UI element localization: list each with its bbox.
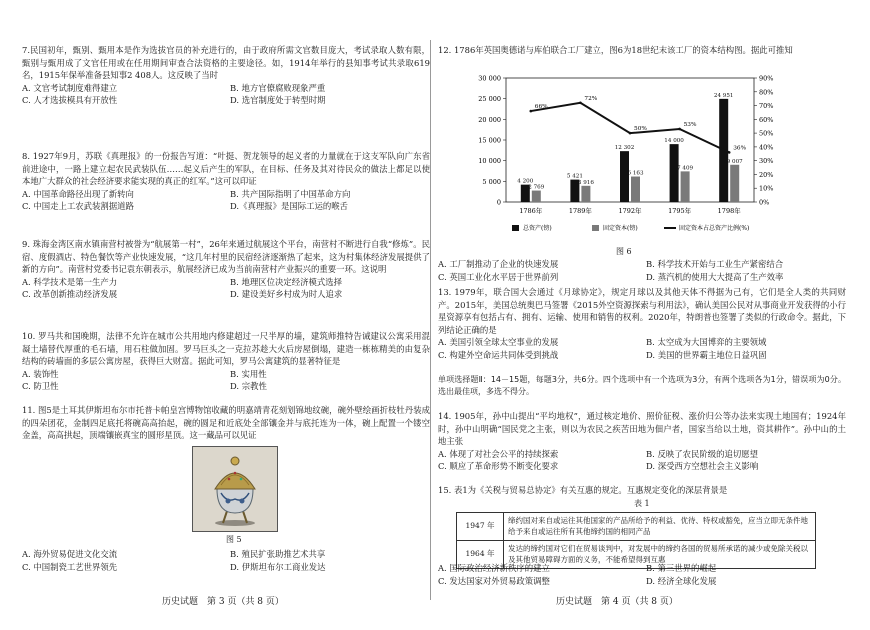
question-13 <box>438 286 846 362</box>
y-axis-tick-label: 30 000 <box>478 74 501 83</box>
option-11c[interactable]: C. 中国制瓷工艺世界领先 <box>22 561 118 572</box>
question-14 <box>438 410 846 473</box>
option-7c[interactable]: C. 人才选拔模具有开放性 <box>22 95 118 106</box>
option-12a[interactable]: A. 工厂制推动了企业的快速发展 <box>438 259 559 269</box>
option-12b[interactable]: B. 科学技术开始与工业生产紧密结合 <box>646 259 784 269</box>
bar-data-label: 24 951 <box>713 92 734 99</box>
question-8-options <box>22 188 430 213</box>
option-14c[interactable]: C. 顺应了革命形势不断变化要求 <box>438 461 559 472</box>
left-page <box>22 0 432 630</box>
figure-6-caption: 图 6 <box>616 247 632 256</box>
legend-swatch <box>592 225 599 231</box>
bar-data-label: 3 916 <box>577 179 594 186</box>
y2-axis-tick-label: 30% <box>759 157 774 166</box>
bar-data-label: 14 000 <box>664 138 684 145</box>
porcelain-bowl-image <box>193 447 277 531</box>
question-12-options-block <box>438 258 846 283</box>
y-axis-tick-label: 25 000 <box>478 95 501 104</box>
x-axis-tick-label: 1798年 <box>717 207 741 215</box>
option-11d[interactable]: D. 伊斯坦布尔工商业发达 <box>230 561 326 572</box>
question-12-stem: 12. 1786年英国奥德诺与库伯联合工厂建立，图6为18世纪末该工厂的资本结构图。据此可推知 <box>438 45 793 55</box>
table-1-title: 表 1 <box>634 499 650 508</box>
option-13a[interactable]: A. 美国引领全球太空事业的发展 <box>438 337 559 348</box>
question-10 <box>22 330 430 393</box>
option-13c[interactable]: C. 构建外空命运共同体受到挑战 <box>438 350 559 361</box>
ratio-point <box>530 110 533 113</box>
table-year-cell: 1964 年 <box>457 541 504 569</box>
x-axis-tick-label: 1786年 <box>519 207 543 215</box>
bar-data-label: 9 007 <box>726 158 743 165</box>
option-9c[interactable]: C. 改革创新推动经济发展 <box>22 289 118 300</box>
legend-label: 总资产(镑) <box>523 225 552 232</box>
y-axis-tick-label: 10 000 <box>478 157 501 166</box>
question-15-options-block <box>438 562 846 587</box>
option-7a[interactable]: A. 文官考试制度难得建立 <box>22 82 118 93</box>
option-10d[interactable]: D. 宗教性 <box>230 381 267 392</box>
page-divider <box>430 40 431 600</box>
option-15a[interactable]: A. 国际政治经济新秩序的建立 <box>438 563 550 573</box>
legend-swatch <box>512 225 519 231</box>
question-15-options <box>438 562 846 587</box>
option-14d[interactable]: D. 深受西方空想社会主义影响 <box>646 461 759 472</box>
option-8a[interactable]: A. 中国革命路径出现了新转向 <box>22 188 134 199</box>
ratio-data-label: 50% <box>634 126 647 133</box>
option-10c[interactable]: C. 防卫性 <box>22 381 59 392</box>
reciprocity-table <box>456 512 816 569</box>
option-12c[interactable]: C. 英国工业化水平居于世界前列 <box>438 271 559 282</box>
question-9-stem: 9. 珠海金湾区南水镇南营村被誉为“航展第一村”，26年来通过航展这个平台，南营村不断进行自我“修炼”。民宿、度假酒店、特色餐饮等产业快速发展，“这几年村里的民宿经济逐渐热了起来，这为村集体经济发展提供了新的方向”。南营村党委书记袁东朝表示，航展经济已成为当前南营村产业振兴的重要一环。这说明 <box>22 239 430 275</box>
question-11 <box>22 404 430 442</box>
question-14-stem: 14. 1905年，孙中山提出“平均地权”，通过核定地价、照价征税、涨价归公等办法来实现土地国有；1924年时，孙中山明确“国民党之主张，则以为农民之疾苦田地为佃户者，国家当给以土地，资其耕作”。孙中山的土地主张 <box>438 411 846 447</box>
question-13-options <box>438 336 846 361</box>
option-7b[interactable]: B. 地方官僚腐败现象严重 <box>230 82 326 93</box>
y2-axis-tick-label: 90% <box>759 74 774 83</box>
y2-axis-tick-label: 20% <box>759 170 774 179</box>
x-axis-tick-label: 1789年 <box>568 207 592 215</box>
y2-axis-tick-label: 40% <box>759 143 774 152</box>
page-3-footer: 历史试题 第 3 页（共 8 页） <box>162 597 284 607</box>
table-content-cell: 发达的缔约国对它们在贸易谈判中，对发展中的缔约各国的贸易所承诺的减少或免除关税以及其他贸易障碍方面的义务，不能希望得到互惠 <box>504 541 816 569</box>
question-8 <box>22 150 430 213</box>
ratio-data-label: 36% <box>733 145 747 152</box>
bar-fixed-capital <box>631 177 640 202</box>
question-13-stem: 13. 1979年，联合国大会通过《月球协定》，规定月球以及其他天体不得据为己有，它们是全人类的共同财产。2015年，美国总统奥巴马签署《2015外空资源探索与利用法》，确认美国公民对从事商业开发获得的小行星资源享有包括占有、拥有、运输、使用和销售的权利。2020年，特朗普也签署了类似的行政命令。据此，下列结论正确的是 <box>438 287 846 335</box>
bar-fixed-capital <box>581 186 590 202</box>
ratio-data-label: 53% <box>683 121 697 128</box>
question-11-options-block <box>22 548 430 573</box>
question-7-options <box>22 82 430 107</box>
option-8c[interactable]: C. 中国走上工农武装割据道路 <box>22 201 134 212</box>
figure-6-chart <box>468 70 788 242</box>
bar-fixed-capital <box>681 171 690 202</box>
question-10-stem: 10. 罗马共和国晚期，法律不允许在城市公共用地内修建超过一尺半厚的墙，建筑师推特告诫建议公寓采用混凝土墙替代厚重的毛石墙，用石柱做加固。罗马巨头之一克拉苏趁大火后房屋倒塌，建造一栋栋精美的由复杂结构的砖墙面的多层公寓房屋，获得巨大财富。据此可知，罗马公寓建筑的显著特征是 <box>22 331 430 367</box>
bar-data-label: 5 421 <box>566 173 583 180</box>
table-content-cell: 缔约国对来自或运往其他国家的产品所给予的利益、优待、特权或豁免，应当立即无条件地给予来自或运往所有其他缔约国的相同产品 <box>504 513 816 541</box>
option-14b[interactable]: B. 反映了农民阶级的追切愿望 <box>646 448 758 459</box>
option-9b[interactable]: B. 地理区位决定经济模式选择 <box>230 276 342 287</box>
x-axis-tick-label: 1795年 <box>668 207 692 215</box>
option-13d[interactable]: D. 美国的世界霸主地位日益巩固 <box>646 350 767 361</box>
question-9-options <box>22 276 430 301</box>
bar-data-label: 12 302 <box>614 145 635 152</box>
capital-structure-chart <box>468 70 788 242</box>
bar-fixed-capital <box>532 191 541 202</box>
question-7-stem: 7.民国初年，甄别、甄用本是作为选拔官员的补充进行的，由于政府所需文官数目庞大，考试录取人数有限，甄别与甄用成了文官任用或在任用期间审查合法资格的主要途径。如，1914年举行的县知事考试共录取619名，1915年保举准备县知事2 408人。这反映了当时 <box>22 45 430 81</box>
bar-total-assets <box>670 144 679 202</box>
bar-total-assets <box>620 151 629 202</box>
option-10a[interactable]: A. 装饰性 <box>22 368 59 379</box>
option-15b[interactable]: B. 第三世界的崛起 <box>646 563 717 573</box>
option-15d[interactable]: D. 经济全球化发展 <box>646 575 717 586</box>
option-11b[interactable]: B. 殖民扩张助推艺术共享 <box>230 549 326 559</box>
ratio-point <box>629 132 632 135</box>
question-11-options <box>22 548 430 573</box>
table-row <box>457 513 816 541</box>
y-axis-tick-label: 20 000 <box>478 115 501 124</box>
ratio-point <box>728 151 731 154</box>
figure-5-porcelain-bowl <box>192 446 278 532</box>
question-12-options <box>438 258 846 283</box>
y-axis-tick-label: 0 <box>496 198 501 207</box>
page-4-footer: 历史试题 第 4 页（共 8 页） <box>556 597 678 607</box>
ratio-data-label: 66% <box>534 104 548 111</box>
option-14a[interactable]: A. 体现了对社会公平的持续探索 <box>438 448 559 459</box>
question-12 <box>438 44 846 57</box>
y2-axis-tick-label: 80% <box>759 88 774 97</box>
y2-axis-tick-label: 50% <box>759 129 774 138</box>
selection-instructions <box>438 374 846 398</box>
option-15c[interactable]: C. 发达国家对外贸易政策调整 <box>438 575 550 586</box>
legend-label: 固定资本占总资产比例(%) <box>679 225 750 232</box>
question-9 <box>22 238 430 301</box>
ratio-point <box>678 128 681 131</box>
option-10b[interactable]: B. 实用性 <box>230 368 267 379</box>
question-15 <box>438 484 846 497</box>
ratio-point <box>579 102 582 105</box>
right-page <box>438 0 848 630</box>
y2-axis-tick-label: 0% <box>759 198 770 207</box>
y2-axis-tick-label: 10% <box>759 184 774 193</box>
x-axis-tick-label: 1792年 <box>618 207 642 215</box>
question-11-stem: 11. 图5是土耳其伊斯坦布尔市托普卡帕皇宫博物馆收藏的明嘉靖青花刻划锦地纹碗，碗外壁绘画折枝牡丹装成的四朵团花，金制四足底托将碗高高抬起，碗的圆足和近底处全部镶金并与底托连为一体，碗上配置一个镂空金盖，高高拱起，顶端镶嵌真宝的圆形星顶。这一藏品可以见证 <box>22 405 430 441</box>
option-13b[interactable]: B. 太空成为大国博弈的主要领域 <box>646 337 767 348</box>
legend-label: 固定资本(镑) <box>603 225 638 232</box>
bar-data-label: 2 769 <box>528 184 545 191</box>
option-8d[interactable]: D.《真理报》是国际工运的喉舌 <box>230 201 348 212</box>
bar-data-label: 7 409 <box>677 165 694 172</box>
y-axis-tick-label: 15 000 <box>478 136 501 145</box>
question-14-options <box>438 448 846 473</box>
option-9d[interactable]: D. 建设美好乡村成为时人追求 <box>230 289 343 300</box>
question-7 <box>22 44 430 107</box>
question-15-stem: 15. 表1为《关税与贸易总协定》有关互惠的规定。互惠规定变化的深层背景是 <box>438 485 728 495</box>
bar-data-label: 4 200 <box>517 178 534 185</box>
ratio-data-label: 72% <box>584 95 598 102</box>
option-11a[interactable]: A. 海外贸易促进文化交流 <box>22 549 118 559</box>
question-10-options <box>22 368 430 393</box>
bar-data-label: 6 163 <box>627 170 644 177</box>
figure-5-caption: 图 5 <box>226 535 242 544</box>
table-year-cell: 1947 年 <box>457 513 504 541</box>
option-7d[interactable]: D. 选官制度处于转型时期 <box>230 95 326 106</box>
question-8-stem: 8. 1927年9月，苏联《真理报》的一份报告写道：“叶挺、贺龙领导的起义者的力量就在于这支军队向广东省前进途中，一路上建立起农民武装队伍……起义后产生的军队，在目标、任务及其对待民众的做法上都足以使本地广大群众的社会经济要求能实现的真正的红军。”这可以印证 <box>22 151 430 187</box>
option-8b[interactable]: B. 共产国际指明了中国革命方向 <box>230 188 351 199</box>
y-axis-tick-label: 5 000 <box>482 177 501 186</box>
y2-axis-tick-label: 70% <box>759 102 774 111</box>
y2-axis-tick-label: 60% <box>759 115 774 124</box>
bar-fixed-capital <box>730 165 739 202</box>
selection-instructions-text: 单项选择题Ⅱ：14－15题，每题3分，共6分。四个选项中有一个选项为3分，有两个选项各为1分，错误项为0分。选出最佳项，多选不得分。 <box>438 375 846 396</box>
option-9a[interactable]: A. 科学技术是第一生产力 <box>22 276 118 287</box>
option-12d[interactable]: D. 蒸汽机的使用大大提高了生产效率 <box>646 271 784 282</box>
table-1 <box>456 512 816 569</box>
